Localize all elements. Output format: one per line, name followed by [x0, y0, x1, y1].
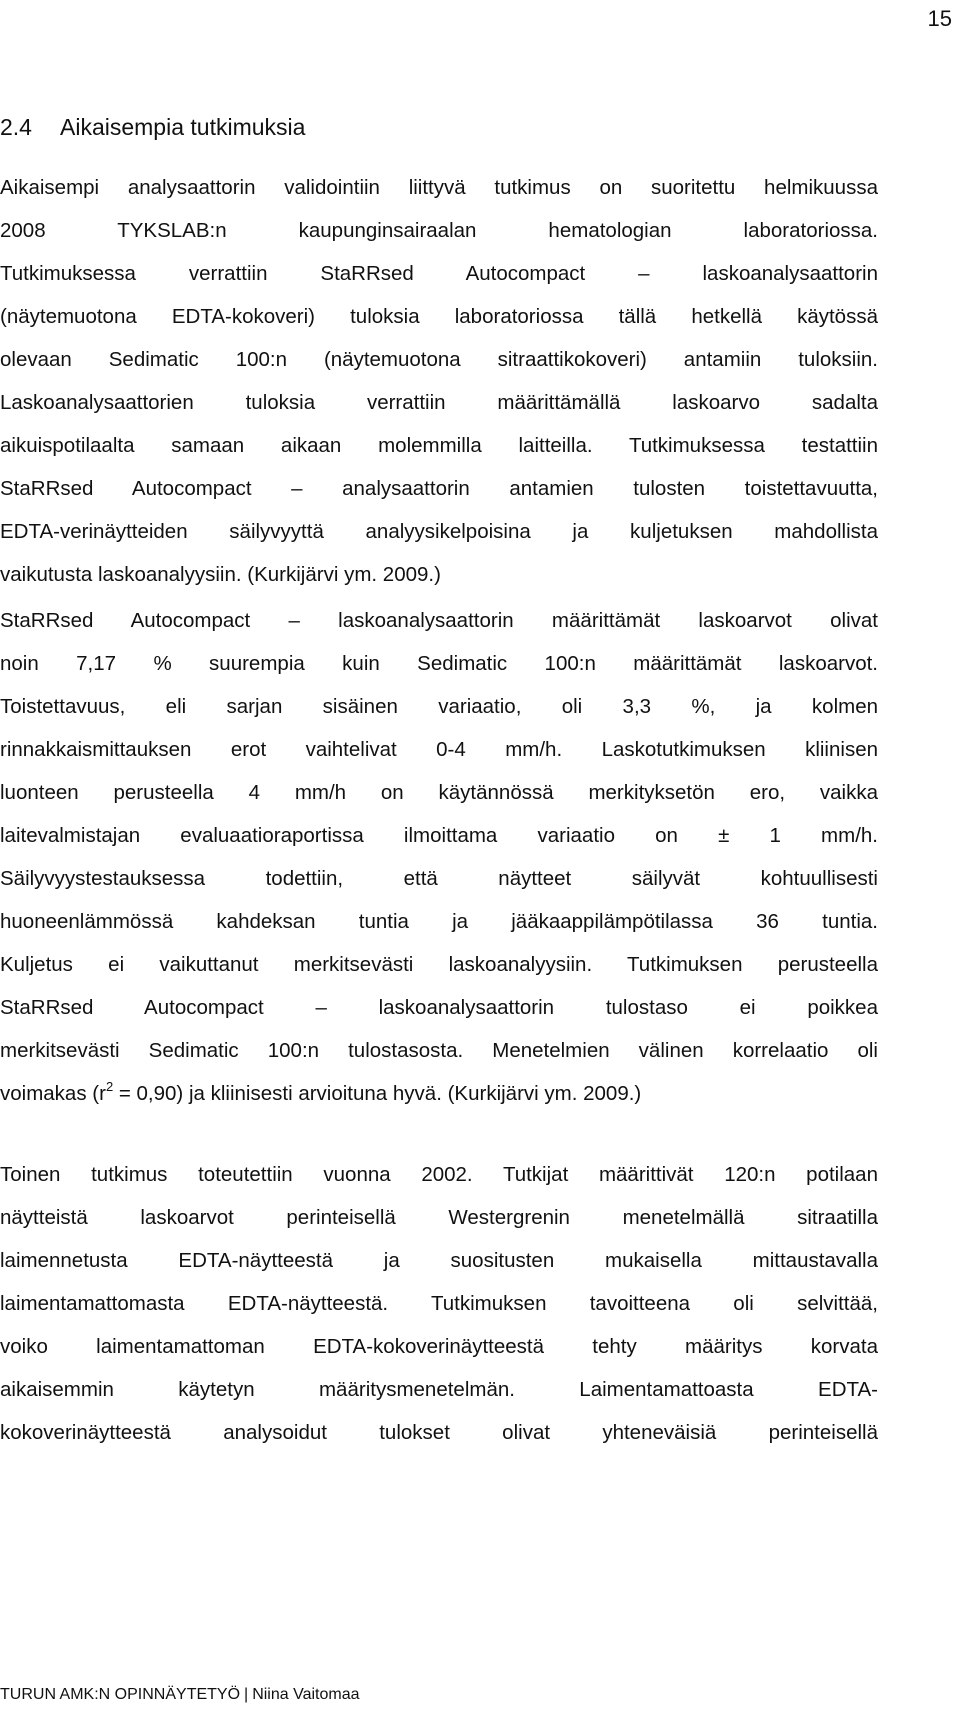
text-line: Aikaisempi analysaattorin validointiin liittyvä tutkimus on suoritettu helmikuussa: [0, 176, 878, 199]
text-line: laimennetusta EDTA-näytteestä ja suositusten mukaisella mittaustavalla: [0, 1249, 878, 1272]
section-title: Aikaisempia tutkimuksia: [60, 114, 306, 140]
page-number: 15: [927, 6, 952, 31]
text-line: merkitsevästi Sedimatic 100:n tulostasosta. Menetelmien välinen korrelaatio oli: [0, 1039, 878, 1062]
text-line: EDTA-verinäytteiden säilyvyyttä analyysikelpoisina ja kuljetuksen mahdollista: [0, 520, 878, 543]
text-fragment: = 0,90) ja kliinisesti arvioituna hyvä. (Kurkijärvi ym. 2009.): [113, 1082, 642, 1105]
text-line: noin 7,17 % suurempia kuin Sedimatic 100:n määrittämät laskoarvot.: [0, 652, 878, 675]
text-line: StaRRsed Autocompact – laskoanalysaattorin tulostaso ei poikkea: [0, 996, 878, 1019]
text-line: Tutkimuksessa verrattiin StaRRsed Autocompact – laskoanalysaattorin: [0, 262, 878, 285]
text-line: huoneenlämmössä kahdeksan tuntia ja jääkaappilämpötilassa 36 tuntia.: [0, 910, 878, 933]
text-line: StaRRsed Autocompact – analysaattorin antamien tulosten toistettavuutta,: [0, 477, 878, 500]
text-line: Toistettavuus, eli sarjan sisäinen variaatio, oli 3,3 %, ja kolmen: [0, 695, 878, 718]
paragraph-3: [0, 1153, 878, 1454]
text-line: rinnakkaismittauksen erot vaihtelivat 0-4 mm/h. Laskotutkimuksen kliinisen: [0, 738, 878, 761]
text-line: luonteen perusteella 4 mm/h on käytännössä merkityksetön ero, vaikka: [0, 781, 878, 804]
page-footer: [0, 1684, 360, 1706]
text-line: aikuispotilaalta samaan aikaan molemmilla laitteilla. Tutkimuksessa testattiin: [0, 434, 878, 457]
text-line: laitevalmistajan evaluaatioraportissa ilmoittama variaatio on ± 1 mm/h.: [0, 824, 878, 847]
paragraph-2: [0, 599, 878, 1115]
text-line: Kuljetus ei vaikuttanut merkitsevästi laskoanalyysiin. Tutkimuksen perusteella: [0, 953, 878, 976]
footer-separator: |: [244, 1686, 249, 1703]
text-line: näytteistä laskoarvot perinteisellä Westergrenin menetelmällä sitraatilla: [0, 1206, 878, 1229]
text-line: vaikutusta laskoanalyysiin. (Kurkijärvi ym. 2009.): [0, 563, 441, 586]
text-line: (näytemuotona EDTA-kokoveri) tuloksia laboratoriossa tällä hetkellä käytössä: [0, 305, 878, 328]
text-line: laimentamattomasta EDTA-näytteestä. Tutkimuksen tavoitteena oli selvittää,: [0, 1292, 878, 1315]
paragraph-1: [0, 166, 878, 596]
text-line: voiko laimentamattoman EDTA-kokoverinäytteestä tehty määritys korvata: [0, 1335, 878, 1358]
text-line: Toinen tutkimus toteutettiin vuonna 2002. Tutkijat määrittivät 120:n potilaan: [0, 1163, 878, 1186]
section-number: 2.4: [0, 114, 32, 140]
footer-institution: TURUN AMK:N OPINNÄYTETYÖ: [0, 1686, 241, 1703]
superscript: 2: [105, 1079, 114, 1094]
text-line: Laskoanalysaattorien tuloksia verrattiin määrittämällä laskoarvo sadalta: [0, 391, 878, 414]
text-line: kokoverinäytteestä analysoidut tulokset olivat yhteneväisiä perinteisellä: [0, 1421, 878, 1444]
text-line: aikaisemmin käytetyn määritysmenetelmän. Laimentamattoasta EDTA-: [0, 1378, 878, 1401]
text-line: 2008 TYKSLAB:n kaupunginsairaalan hematologian laboratoriossa.: [0, 219, 878, 242]
text-line: olevaan Sedimatic 100:n (näytemuotona sitraattikokoveri) antamiin tuloksiin.: [0, 348, 878, 371]
text-line: Säilyvyystestauksessa todettiin, että näytteet säilyvät kohtuullisesti: [0, 867, 878, 890]
section-heading: [0, 112, 305, 142]
text-fragment: voimakas (r: [0, 1082, 106, 1105]
text-line: StaRRsed Autocompact – laskoanalysaattorin määrittämät laskoarvot olivat: [0, 609, 878, 632]
footer-author: Niina Vaitomaa: [252, 1686, 360, 1703]
text-line: [0, 1072, 878, 1115]
